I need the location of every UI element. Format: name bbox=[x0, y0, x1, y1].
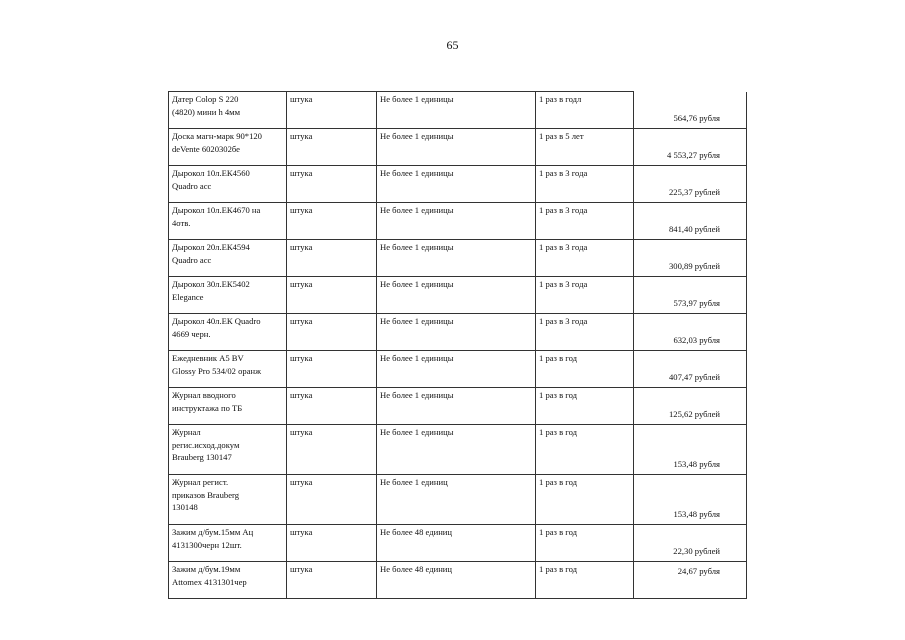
quantity-cell: Не более 48 единиц bbox=[377, 562, 536, 599]
unit-cell: штука bbox=[287, 129, 377, 166]
item-name-cell: Зажим д/бум.15мм Ац 4131300черн 12шт. bbox=[169, 525, 287, 562]
table-row bbox=[169, 92, 747, 129]
unit-cell: штука bbox=[287, 425, 377, 475]
table-row bbox=[169, 129, 747, 166]
price-cell: 632,03 рубля bbox=[634, 314, 747, 351]
item-name-cell: Ежедневник А5 BV Glossy Pro 534/02 оранж bbox=[169, 351, 287, 388]
price-cell: 573,97 рубля bbox=[634, 277, 747, 314]
quantity-cell: Не более 1 единицы bbox=[377, 92, 536, 129]
frequency-cell: 1 раз в год bbox=[536, 475, 634, 525]
table-row bbox=[169, 314, 747, 351]
items-table-body bbox=[169, 92, 747, 599]
item-name-cell: Дырокол 30л.ЕК5402 Elegance bbox=[169, 277, 287, 314]
item-name-cell: Доска магн-марк 90*120 deVente 6020302бе bbox=[169, 129, 287, 166]
unit-cell: штука bbox=[287, 166, 377, 203]
quantity-cell: Не более 1 единицы bbox=[377, 388, 536, 425]
unit-cell: штука bbox=[287, 351, 377, 388]
unit-cell: штука bbox=[287, 388, 377, 425]
item-name-cell: Дырокол 20л.ЕК4594 Quadro асс bbox=[169, 240, 287, 277]
frequency-cell: 1 раз в год bbox=[536, 388, 634, 425]
table-row bbox=[169, 351, 747, 388]
table-row bbox=[169, 166, 747, 203]
table-row bbox=[169, 277, 747, 314]
item-name-cell: Дырокол 10л.ЕК4670 на 4отв. bbox=[169, 203, 287, 240]
unit-cell: штука bbox=[287, 475, 377, 525]
frequency-cell: 1 раз в 5 лет bbox=[536, 129, 634, 166]
frequency-cell: 1 раз в 3 года bbox=[536, 203, 634, 240]
price-cell: 24,67 рубля bbox=[634, 562, 747, 599]
item-name-cell: Журнал регист. приказов Brauberg 130148 bbox=[169, 475, 287, 525]
quantity-cell: Не более 1 единицы bbox=[377, 351, 536, 388]
table-row bbox=[169, 475, 747, 525]
price-cell: 153,48 рубля bbox=[634, 425, 747, 475]
unit-cell: штука bbox=[287, 525, 377, 562]
price-cell: 4 553,27 рубля bbox=[634, 129, 747, 166]
frequency-cell: 1 раз в 3 года bbox=[536, 277, 634, 314]
table-row bbox=[169, 562, 747, 599]
quantity-cell: Не более 1 единицы bbox=[377, 203, 536, 240]
item-name-cell: Дырокол 40л.ЕК Quadro 4669 черн. bbox=[169, 314, 287, 351]
price-cell: 225,37 рублей bbox=[634, 166, 747, 203]
quantity-cell: Не более 48 единиц bbox=[377, 525, 536, 562]
frequency-cell: 1 раз в год bbox=[536, 425, 634, 475]
price-cell: 407,47 рублей bbox=[634, 351, 747, 388]
unit-cell: штука bbox=[287, 314, 377, 351]
table-row bbox=[169, 525, 747, 562]
frequency-cell: 1 раз в год bbox=[536, 562, 634, 599]
price-cell: 841,40 рублей bbox=[634, 203, 747, 240]
quantity-cell: Не более 1 единицы bbox=[377, 314, 536, 351]
price-cell: 22,30 рублей bbox=[634, 525, 747, 562]
unit-cell: штука bbox=[287, 92, 377, 129]
quantity-cell: Не более 1 единицы bbox=[377, 277, 536, 314]
quantity-cell: Не более 1 единицы bbox=[377, 425, 536, 475]
unit-cell: штука bbox=[287, 203, 377, 240]
item-name-cell: Зажим д/бум.19мм Attomex 4131301чер bbox=[169, 562, 287, 599]
frequency-cell: 1 раз в год bbox=[536, 525, 634, 562]
items-table bbox=[168, 91, 747, 599]
frequency-cell: 1 раз в 3 года bbox=[536, 240, 634, 277]
quantity-cell: Не более 1 единиц bbox=[377, 475, 536, 525]
unit-cell: штука bbox=[287, 240, 377, 277]
table-row bbox=[169, 388, 747, 425]
table-row bbox=[169, 240, 747, 277]
page-number: 65 bbox=[446, 38, 459, 52]
frequency-cell: 1 раз в год bbox=[536, 351, 634, 388]
quantity-cell: Не более 1 единицы bbox=[377, 129, 536, 166]
price-cell: 153,48 рубля bbox=[634, 475, 747, 525]
frequency-cell: 1 раз в годл bbox=[536, 92, 634, 129]
item-name-cell: Датер Colop S 220 (4820) мини h 4мм bbox=[169, 92, 287, 129]
item-name-cell: Дырокол 10л.ЕК4560 Quadro асс bbox=[169, 166, 287, 203]
price-cell: 125,62 рублей bbox=[634, 388, 747, 425]
item-name-cell: Журнал регис.исход.докум Brauberg 130147 bbox=[169, 425, 287, 475]
quantity-cell: Не более 1 единицы bbox=[377, 166, 536, 203]
item-name-cell: Журнал вводного инструктажа по ТБ bbox=[169, 388, 287, 425]
unit-cell: штука bbox=[287, 277, 377, 314]
price-cell: 300,89 рублей bbox=[634, 240, 747, 277]
frequency-cell: 1 раз в 3 года bbox=[536, 166, 634, 203]
price-cell: 564,76 рубля bbox=[634, 92, 747, 129]
table-row bbox=[169, 425, 747, 475]
frequency-cell: 1 раз в 3 года bbox=[536, 314, 634, 351]
unit-cell: штука bbox=[287, 562, 377, 599]
table-row bbox=[169, 203, 747, 240]
quantity-cell: Не более 1 единицы bbox=[377, 240, 536, 277]
